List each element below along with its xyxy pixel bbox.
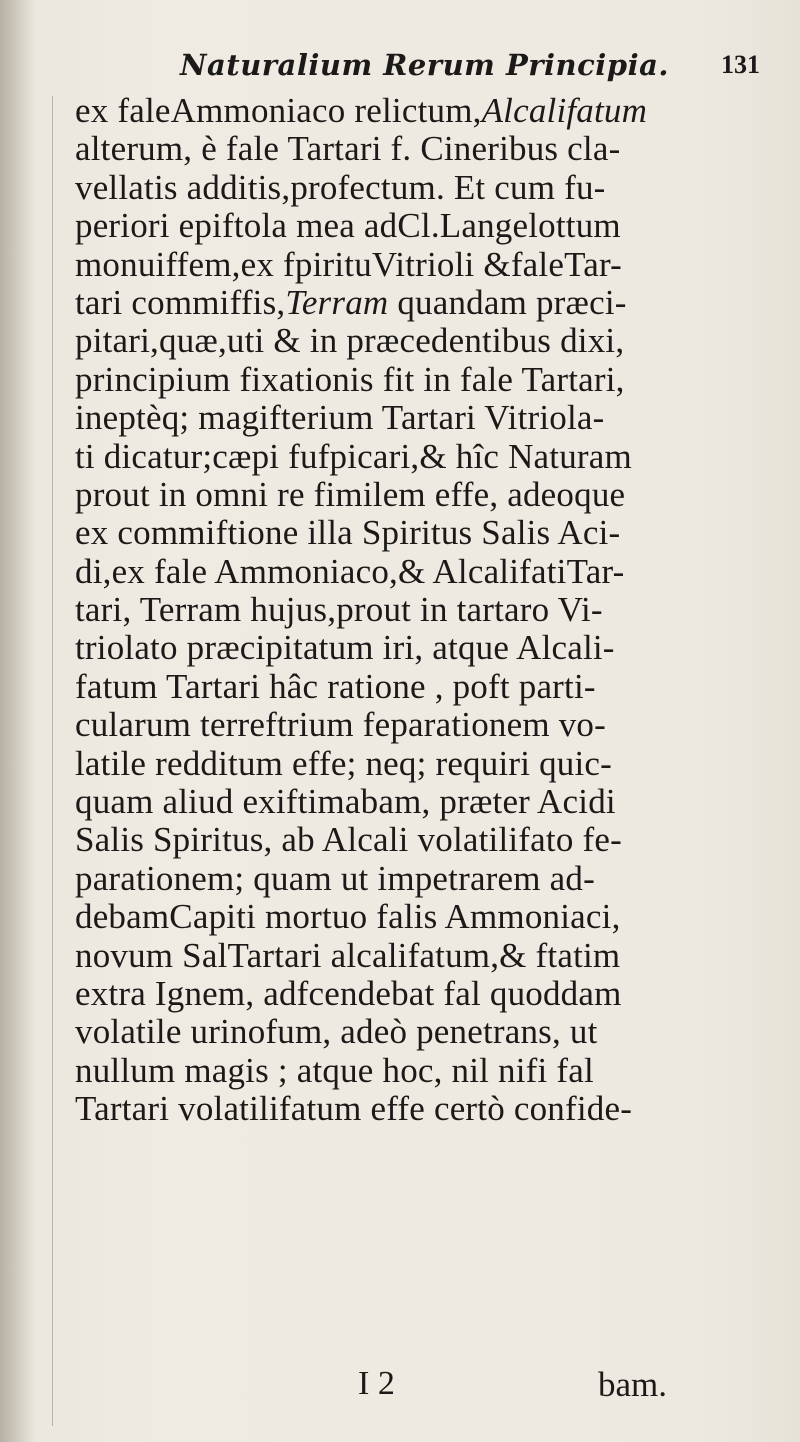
italic-word: Terram [285, 282, 389, 322]
text-line [75, 514, 795, 552]
text-segment: extra Ignem, adfcendebat fal quoddam [75, 973, 622, 1013]
text-segment: di,ex fale Ammoniaco,& AlcalifatiTar- [75, 551, 625, 591]
text-line [75, 706, 795, 744]
text-segment: prout in omni re fimilem effe, adeoque [75, 474, 626, 514]
text-line [75, 860, 795, 898]
text-line [75, 1052, 795, 1090]
text-line [75, 821, 795, 859]
gutter-shadow [0, 0, 36, 1442]
text-segment: periori epiftola mea adCl.Langelottum [75, 206, 621, 246]
text-segment: Tartari volatilifatum effe certò confide- [75, 1089, 633, 1129]
text-segment: tari, Terram hujus,prout in tartaro Vi- [75, 590, 603, 630]
text-line [75, 783, 795, 821]
text-segment: ex faleAmmoniaco relictum, [75, 91, 482, 130]
text-line [75, 284, 795, 322]
text-segment: ex commiftione illa Spiritus Salis Aci- [75, 513, 621, 553]
text-line [75, 591, 795, 629]
text-line [75, 130, 795, 168]
margin-rule [52, 96, 53, 1426]
text-segment: novum SalTartari alcalifatum,& ftatim [75, 935, 621, 975]
text-line [75, 975, 795, 1013]
signature-mark: I 2 [358, 1365, 395, 1402]
text-line [75, 898, 795, 936]
text-segment: latile redditum effe; neq; requiri quic- [75, 743, 613, 783]
text-line [75, 476, 795, 514]
text-segment: pitari,quæ,uti & in præcedentibus dixi, [75, 321, 625, 361]
text-line [75, 169, 795, 207]
text-line [75, 361, 795, 399]
text-segment: nullum magis ; atque hoc, nil nifi fal [75, 1050, 594, 1090]
italic-word: Alcalifatum [481, 91, 648, 130]
text-segment: quandam præci- [388, 282, 627, 322]
text-segment: ti dicatur;cæpi fufpicari,& hîc Naturam [75, 436, 632, 476]
text-line [75, 207, 795, 245]
text-line [75, 438, 795, 476]
text-line [75, 937, 795, 975]
text-segment: fatum Tartari hâc ratione , poft parti- [75, 666, 596, 706]
text-line [75, 745, 795, 783]
running-head [180, 40, 780, 90]
text-segment: parationem; quam ut impetrarem ad- [75, 858, 595, 898]
text-line [75, 668, 795, 706]
text-segment: volatile urinofum, adeò penetrans, ut [75, 1012, 598, 1052]
text-line [75, 399, 795, 437]
text-line [75, 1013, 795, 1051]
text-segment: tari commiffis, [75, 282, 286, 322]
text-line [75, 246, 795, 284]
catchword: bam. [598, 1365, 668, 1404]
text-segment: debamCapiti mortuo falis Ammoniaci, [75, 897, 621, 937]
text-line [75, 629, 795, 667]
text-line [75, 92, 795, 130]
text-segment: monuiffem,ex fpirituVitrioli &faleTar- [75, 244, 622, 284]
text-segment: Salis Spiritus, ab Alcali volatilifato fe- [75, 820, 622, 860]
text-line [75, 322, 795, 360]
running-title: Naturalium Rerum Principia. [180, 48, 669, 82]
text-segment: ineptèq; magifterium Tartari Vitriola- [75, 398, 605, 438]
text-segment: vellatis additis,profectum. Et cum fu- [75, 167, 606, 207]
text-segment: principium fixationis fit in fale Tartari, [75, 359, 625, 399]
text-segment: triolato præcipitatum iri, atque Alcali- [75, 628, 615, 668]
text-segment: cularum terreftrium feparationem vo- [75, 705, 606, 745]
text-line [75, 553, 795, 591]
footer-line [0, 1365, 800, 1415]
text-segment: alterum, è fale Tartari f. Cineribus cla- [75, 129, 621, 169]
text-segment: quam aliud exiftimabam, præter Acidi [75, 782, 616, 822]
body-text [75, 92, 795, 1129]
text-line [75, 1090, 795, 1128]
page-number: 131 [721, 50, 760, 79]
